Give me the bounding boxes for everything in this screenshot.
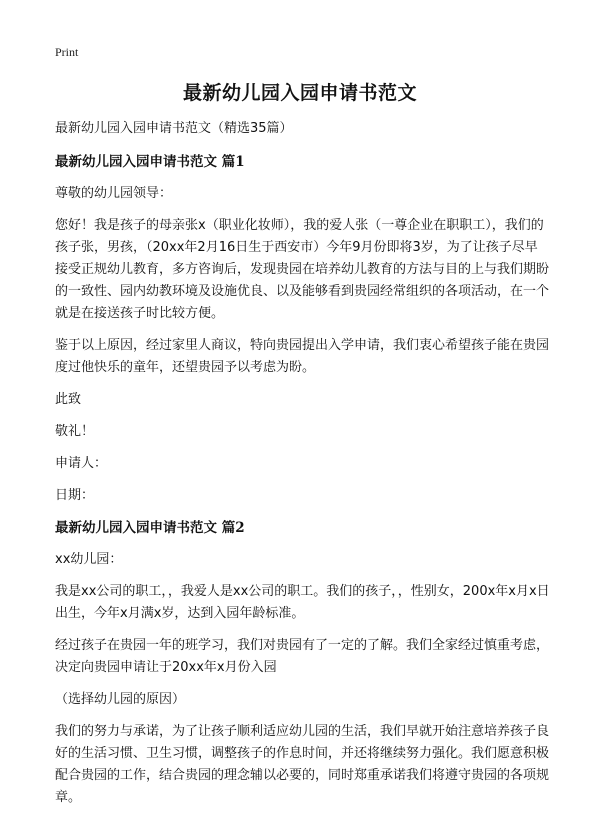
paragraph: 经过孩子在贵园一年的班学习，我们对贵园有了一定的了解。我们全家经过慎重考虑，决定向贵园申请让于20xx年x月份入园 (55, 638, 550, 675)
paragraph: 您好！我是孩子的母亲张x（职业化妆师），我的爱人张（一尊企业在职职工），我们的孩子张，男孩，（20xx年2月16日生于西安市）今年9月份即将3岁，为了让孩子尽早接受正规幼儿教育，多方咨询后，发现贵园在培养幼儿教育的方法与目的上与我们期盼的一致性、园内幼教环境及设施优良、以及能够看到贵园经常组织的各项活动，在一个就是在接送孩子时比较方便。 (55, 218, 550, 321)
print-link[interactable]: Print (55, 45, 79, 59)
section-heading-1: 最新幼儿园入园申请书范文 篇1 (55, 154, 245, 170)
document-body (55, 118, 550, 819)
document-subtitle: 最新幼儿园入园申请书范文（精选35篇） (55, 121, 293, 136)
salutation: 尊敬的幼儿园领导： (55, 186, 173, 201)
date-line: 日期： (55, 488, 95, 503)
closing-line: 敬礼！ (55, 424, 95, 439)
paragraph: （选择幼儿园的原因） (55, 692, 186, 707)
applicant-line: 申请人： (55, 456, 108, 471)
page-title: 最新幼儿园入园申请书范文 (182, 82, 417, 104)
paragraph: 我们的努力与承诺，为了让孩子顺利适应幼儿园的生活，我们早就开始注意培养孩子良好的生活习惯、卫生习惯，调整孩子的作息时间，并还将继续努力强化。我们愿意积极配合贵园的工作，结合贵园的理念辅以必要的，同时郑重承诺我们将遵守贵园的各项规章。 (55, 724, 550, 805)
paragraph: 鉴于以上原因，经过家里人商议，特向贵园提出入学申请，我们衷心希望孩子能在贵园度过他快乐的童年，还望贵园予以考虑为盼。 (55, 338, 550, 375)
section-heading-2: 最新幼儿园入园申请书范文 篇2 (55, 520, 245, 536)
salutation: xx幼儿园： (55, 552, 123, 567)
paragraph: 我是xx公司的职工，，我爱人是xx公司的职工。我们的孩子，，性别女，200x年x月x日出生，今年x月满x岁，达到入园年龄标准。 (55, 584, 550, 621)
closing-line: 此致 (55, 392, 82, 407)
